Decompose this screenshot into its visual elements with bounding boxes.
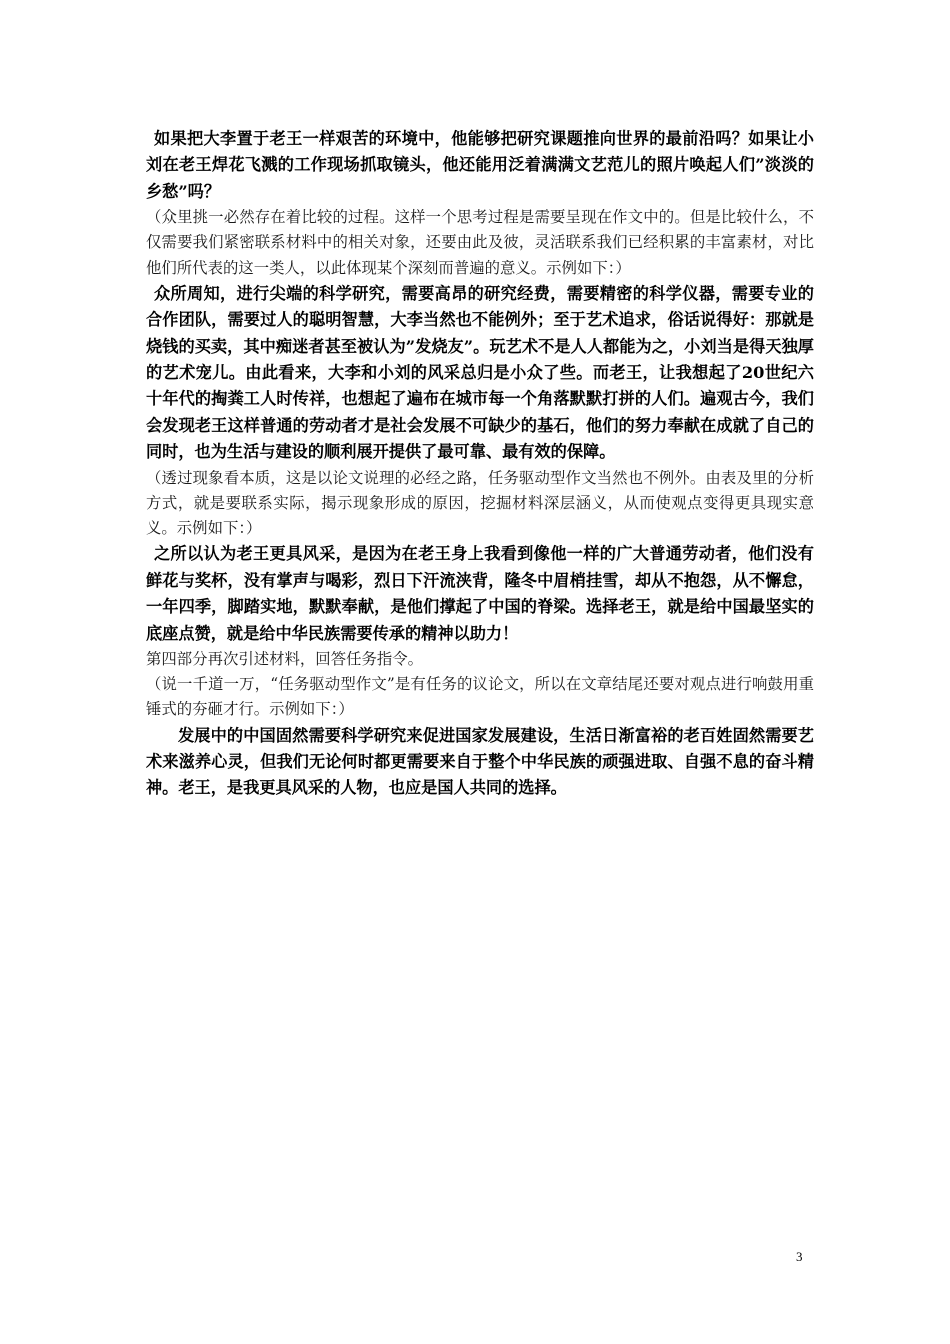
comment-compare-note: （众里挑一必然存在着比较的过程。这样一个思考过程是需要呈现在作文中的。但是比较什么，不仅需要我们紧密联系材料中的相关对象，还要由此及彼，灵活联系我们已经积累的丰富素材，对比他们所代表的这一类人，以此体现某个深刻而普遍的意义。示例如下：） <box>146 208 814 277</box>
example-analysis-paragraph: 之所以认为老王更具风采，是因为在老王身上我看到像他一样的广大普通劳动者，他们没有鲜花与奖杯，没有掌声与喝彩，烈日下汗流浃背，隆冬中眉梢挂雪，却从不抱怨，从不懈怠，一年四季，脚踏实地，默默奉献，是他们撑起了中国的脊梁。选择老王，就是给中国最坚实的底座点赞，就是给中华民族需要传承的精神以助力！ <box>146 544 814 643</box>
comment-ending-note: （说一千道一万，“任务驱动型作文”是有任务的议论文，所以在文章结尾还要对观点进行响鼓用重锤式的夯砸才行。示例如下：） <box>146 675 814 719</box>
section-four-heading: 第四部分再次引述材料，回答任务指令。 <box>146 649 424 668</box>
question-paragraph: 如果把大李置于老王一样艰苦的环境中，他能够把研究课题推向世界的最前沿吗？如果让小刘在老王焊花飞溅的工作现场抓取镜头，他还能用泛着满满文艺范儿的照片唤起人们”淡淡的乡愁”吗？ <box>146 129 814 201</box>
document-page <box>146 126 814 802</box>
comment-analysis-note: （透过现象看本质，这是以论文说理的必经之路，任务驱动型作文当然也不例外。由表及里的分析方式，就是要联系实际，揭示现象形成的原因，挖掘材料深层涵义，从而使观点变得更具现实意义。示例如下：） <box>146 468 814 538</box>
example-ending-paragraph: 发展中的中国固然需要科学研究来促进国家发展建设，生活日渐富裕的老百姓固然需要艺术来滋养心灵，但我们无论何时都更需要来自于整个中华民族的顽强进取、自强不息的奋斗精神。老王，是我更具风采的人物，也应是国人共同的选择。 <box>146 725 814 798</box>
example-compare-paragraph: 众所周知，进行尖端的科学研究，需要高昂的研究经费，需要精密的科学仪器，需要专业的合作团队，需要过人的聪明智慧，大李当然也不能例外；至于艺术追求，俗话说得好：那就是烧钱的买卖，其中痴迷者甚至被认为”发烧友”。玩艺术不是人人都能为之，小刘当是得天独厚的艺术宠儿。由此看来，大李和小刘的风采总归是小众了些。而老王，让我想起了20世纪六十年代的掏粪工人时传祥，也想起了遍布在城市每一个角落默默打拼的人们。遍观古今，我们会发现老王这样普通的劳动者才是社会发展不可缺少的基石，他们的努力奉献在成就了自己的同时，也为生活与建设的顺利展开提供了最可靠、最有效的保障。 <box>146 283 814 462</box>
page-number: 3 <box>796 1249 803 1264</box>
